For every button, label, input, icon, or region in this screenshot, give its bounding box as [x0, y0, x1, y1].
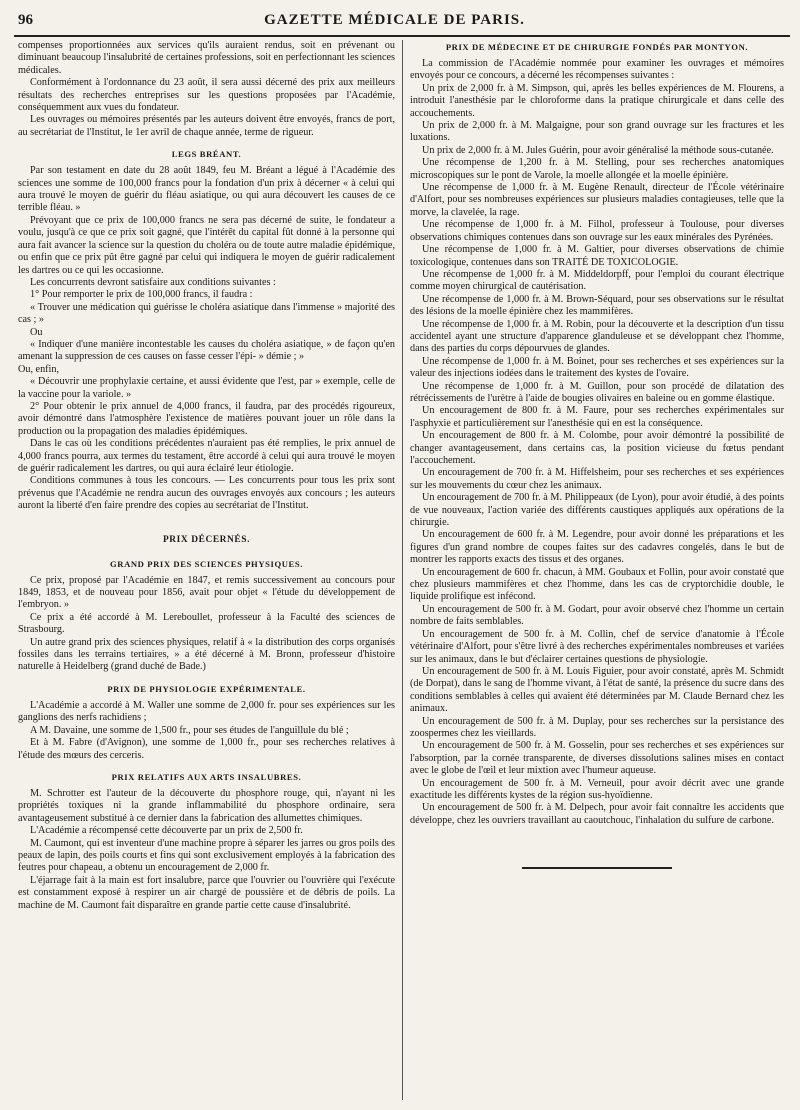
insalubres-paragraph: L'éjarrage fait à la main est fort insalubre, parce que l'ouvrier ou l'ouvrière qui l'exécute est constamment exposé à respirer un air chargé de poussière et de débris de poils. La machine de M. Caumont fait disparaître en grande partie cette cause d'insalubrité. [18, 874, 395, 911]
section-title-arts-insalubres: PRIX RELATIFS AUX ARTS INSALUBRES. [111, 771, 302, 782]
intro-paragraph: compenses proportionnées aux services qu'ils auraient rendus, soit en prévenant ou diminuant beaucoup l'insalubrité de certaines professions, soit en perfectionnant les sciences médicales. [18, 40, 395, 76]
montyon-paragraph: Une récompense de 1,000 fr. à M. Eugène Renault, directeur de l'École vétérinaire d'Alfort, pour ses nombreuses expériences sur plusieurs maladies contagieuses, telle que la morve, la clavelée, la rage. [410, 182, 784, 218]
physiologie-paragraph: L'Académie a accordé à M. Waller une somme de 2,000 fr. pour ses expériences sur les ganglions des nerfs rachidiens ; [18, 699, 395, 724]
montyon-paragraph: Un encouragement de 500 fr. à M. Gosselin, pour ses recherches et ses expériences sur l'absorption, par la cornée transparente, de diverses dissolutions salines mises en contact avec le globe de l'œil et leur mixtion avec l'humeur aqueuse. [410, 740, 784, 777]
montyon-paragraph: Un prix de 2,000 fr. à M. Jules Guérin, pour avoir généralisé la méthode sous-cutanée. [422, 144, 774, 156]
montyon-paragraph: La commission de l'Académie nommée pour examiner les ouvrages et mémoires envoyés pour ce concours, a décerné les récompenses suivantes : [410, 58, 784, 82]
end-rule [522, 867, 672, 869]
insalubres-paragraph: M. Schrotter est l'auteur de la découverte du phosphore rouge, qui, n'ayant ni les propriétés toxiques ni la grande inflammabilité du phosphore ordinaire, sera avantageusement substitué à ce dernier dans la fabrication des allumettes chimiques. [18, 787, 395, 824]
montyon-paragraph: Un encouragement de 500 fr. à M. Verneuil, pour avoir décrit avec une grande exactitude les différents kystes de la région sus-hyoïdienne. [410, 777, 784, 801]
newspaper-page [14, 10, 790, 1104]
breant-quote: « Indiquer d'une manière incontestable les causes du choléra asiatique, » de façon qu'en amenant la suppression de ces causes on fasse cesser l'épi- » démie ; » [18, 338, 395, 363]
montyon-paragraph: Une récompense de 1,000 fr. à M. Galtier, pour diverses observations de chimie toxicologique, contenues dans son TRAITÉ DE TOXICOLOGIE. [410, 244, 784, 268]
breant-paragraph: Les concurrents devront satisfaire aux conditions suivantes : [30, 276, 276, 288]
montyon-paragraph: Une récompense de 1,000 fr. à M. Guillon, pour son procédé de dilatation des rétrécissements de l'urètre à l'aide de bougies olivaires en baleine ou en gomme élastique. [410, 380, 784, 404]
montyon-paragraph: Un encouragement de 500 fr. à M. Godart, pour avoir observé chez l'homme un certain nombre de faits semblables. [410, 603, 784, 628]
montyon-paragraph: Un encouragement de 500 fr. à M. Louis Figuier, pour avoir constaté, après M. Schmidt (de Dorpat), dans le sang de l'homme vivant, à l'état de santé, la présence du sucre dans des conditions semblables à celles qui avaient été déterminées par M. Claude Bernard chez les animaux. [410, 665, 784, 715]
montyon-paragraph: Une récompense de 1,000 fr. à M. Filhol, professeur à Toulouse, pour diverses observations chimiques contenues dans son ouvrage sur les eaux minérales des Pyrénées. [410, 219, 784, 243]
montyon-paragraph: Une récompense de 1,000 fr. à M. Robin, pour la découverte et la description d'un tissu accidentel ayant une structure d'apparence glanduleuse et se développant chez l'homme, dans des parties du corps dépourvues de glandes. [410, 318, 784, 355]
section-title-prix-decernes: PRIX DÉCERNÉS. [162, 534, 251, 545]
montyon-paragraph: Un encouragement de 800 fr. à M. Colombe, pour avoir démontré la possibilité de changer avantageusement, dans certains cas, la position vicieuse du fœtus pendant l'accouchement. [410, 430, 784, 466]
breant-paragraph: Conditions communes à tous les concours. — Les concurrents pour tous les prix sont prévenus que l'Académie ne rendra aucun des ouvrages envoyés aux concours ; les auteurs auront la liberté d'en faire prendre des copies au secrétariat de l'Institut. [18, 475, 395, 512]
montyon-paragraph: Une récompense de 1,000 fr. à M. Brown-Séquard, pour ses observations sur le résultat des lésions de la moelle épinière chez les mammifères. [410, 293, 784, 318]
insalubres-paragraph: M. Caumont, qui est inventeur d'une machine propre à séparer les jarres ou gros poils des peaux de lapin, des poils courts et fins qui sont exclusivement employés à la fabrication des feutres pour chapeau, a obtenu un encouragement de 2,000 fr. [18, 837, 395, 874]
montyon-paragraph: Un encouragement de 500 fr. à M. Delpech, pour avoir fait connaître les accidents que développe, chez les ouvriers travaillant au caoutchouc, l'inhalation du sulfure de carbone. [410, 802, 784, 826]
intro-paragraph: Les ouvrages ou mémoires présentés par les auteurs doivent être envoyés, francs de port, au secrétariat de l'Institut, le 1er avril de chaque année, terme de rigueur. [18, 114, 395, 138]
montyon-paragraph: Un prix de 2,000 fr. à M. Malgaigne, pour son grand ouvrage sur les fractures et les luxations. [410, 120, 784, 144]
grand-prix-paragraph: Un autre grand prix des sciences physiques, relatif à « la distribution des corps organisés fossiles dans les terrains tertiaires, » a été décerné à M. Bronn, professeur d'histoire naturelle à Heidelberg (grand duché de Bade.) [18, 636, 395, 673]
montyon-paragraph: Un encouragement de 700 fr. à M. Philippeaux (de Lyon), pour avoir étudié, à des points de vue nouveaux, l'action variée des différents caustiques appliqués aux opérations de la chirurgie. [410, 492, 784, 529]
section-title-grand-prix: GRAND PRIX DES SCIENCES PHYSIQUES. [109, 558, 304, 569]
montyon-paragraph: Un encouragement de 500 fr. à M. Duplay, pour ses recherches sur la persistance des zoospermes chez les vieillards. [410, 715, 784, 739]
insalubres-paragraph: L'Académie a récompensé cette découverte par un prix de 2,500 fr. [30, 825, 303, 837]
breant-paragraph: Dans le cas où les conditions précédentes n'auraient pas été remplies, le prix annuel de 4,000 francs pourra, aux termes du testament, être accordé à celui qui aura trouvé le moyen de guérir radicalement les dartres, ou qui aura éclairé leur étiologie. [18, 438, 395, 474]
breant-paragraph: Par son testament en date du 28 août 1849, feu M. Bréant a légué à l'Académie des sciences une somme de 100,000 francs pour la fondation d'un prix à décerner « à celui qui aura trouvé le moyen de guérir du fléau asiatique, ou qui aura découvert les causes de ce terrible fléau. » [18, 165, 395, 214]
montyon-paragraph: Une récompense de 1,000 fr. à M. Boinet, pour ses recherches et ses expériences sur la valeur des injections iodées dans le traitement des kystes de l'ovaire. [410, 355, 784, 380]
section-title-legs-breant: LEGS BRÉANT. [171, 149, 242, 160]
breant-quote: Ou, enfin, [18, 363, 60, 375]
grand-prix-paragraph: Ce prix a été accordé à M. Lereboullet, professeur à la Faculté des sciences de Strasbourg. [18, 611, 395, 636]
section-title-physiologie: PRIX DE PHYSIOLOGIE EXPÉRIMENTALE. [107, 683, 306, 694]
physiologie-paragraph: Et à M. Fabre (d'Avignon), une somme de 1,000 fr., pour ses recherches relatives à l'étude des mœurs des cerceris. [18, 737, 395, 761]
montyon-paragraph: Un encouragement de 700 fr. à M. Hiffelsheim, pour ses recherches et ses expériences sur les mouvements du cœur chez les animaux. [410, 467, 784, 491]
page-header [14, 10, 790, 37]
journal-title: GAZETTE MÉDICALE DE PARIS. [264, 12, 525, 28]
breant-paragraph: 1° Pour remporter le prix de 100,000 francs, il faudra : [30, 289, 253, 301]
breant-quote: Ou [30, 326, 43, 338]
grand-prix-paragraph: Ce prix, proposé par l'Académie en 1847, et remis successivement au concours pour 1849, 1853, et de nouveau pour 1856, avait pour objet « l'étude du développement de l'embryon. » [18, 574, 395, 611]
right-column [410, 40, 784, 1104]
montyon-paragraph: Une récompense de 1,200 fr. à M. Stelling, pour ses recherches anatomiques microscopiques sur le pont de Varole, la moelle allongée et la moelle épinière. [410, 157, 784, 181]
breant-quote: « Trouver une médication qui guérisse le choléra asiatique dans l'immense » majorité des cas ; » [18, 301, 395, 326]
physiologie-paragraph: A M. Davaine, une somme de 1,500 fr., pour ses études de l'anguillule du blé ; [30, 724, 349, 736]
montyon-paragraphs [410, 58, 784, 827]
montyon-paragraph: Un prix de 2,000 fr. à M. Simpson, qui, après les belles expériences de M. Flourens, a introduit l'anesthésie par le chloroforme dans la pratique chirurgicale et dans celle des accouchements. [410, 82, 784, 119]
intro-paragraph: Conformément à l'ordonnance du 23 août, il sera aussi décerné des prix aux meilleurs résultats des recherches entreprises sur les questions proposées par l'Académie, conséquemment aux vues du fondateur. [18, 77, 395, 114]
breant-quote: « Découvrir une prophylaxie certaine, et aussi évidente que l'est, par » exemple, celle de la vaccine pour la variole. » [18, 376, 395, 400]
breant-paragraph: Prévoyant que ce prix de 100,000 francs ne sera pas décerné de suite, le fondateur a voulu, jusqu'à ce que ce prix soit gagné, que l'intérêt du capital fût donné à la personne qui aura fait avancer la science sur la question du choléra ou de toute autre maladie épidémique, ou enfin que ce prix pût être gagné par celui qui indiquera le moyen de guérir radicalement les dartres ou ce qui les occasionne. [18, 214, 395, 276]
montyon-paragraph: Un encouragement de 800 fr. à M. Faure, pour ses recherches expérimentales sur l'asphyxie et particulièrement sur l'anesthésie qui en est la conséquence. [410, 405, 784, 429]
montyon-paragraph: Un encouragement de 500 fr. à M. Collin, chef de service d'anatomie à l'École vétérinaire d'Alfort, pour s'être livré à des recherches expérimentales nombreuses et variées sur les animaux, dans le but d'éclairer certaines questions de physiologie. [410, 628, 784, 665]
left-column [18, 40, 395, 1104]
page-number: 96 [18, 12, 33, 28]
section-title-montyon: PRIX DE MÉDECINE ET DE CHIRURGIE FONDÉS PAR MONTYON. [445, 42, 749, 52]
montyon-paragraph: Un encouragement de 600 fr. à M. Legendre, pour avoir donné les préparations et les figures d'un grand nombre de coupes faites sur des cadavres congelés, dans le but de montrer les rapports exacts des tissus et des organes. [410, 529, 784, 566]
columns [14, 40, 790, 1104]
montyon-paragraph: Une récompense de 1,000 fr. à M. Middeldorpff, pour l'emploi du courant électrique comme moyen chirurgical de cautérisation. [410, 268, 784, 293]
montyon-paragraph: Un encouragement de 600 fr. chacun, à MM. Goubaux et Follin, pour avoir constaté que chez plusieurs mammifères et chez l'homme, dans les cas de cryptorchidie double, le liquide prolifique est infécond. [410, 566, 784, 603]
breant-paragraph: 2° Pour obtenir le prix annuel de 4,000 francs, il faudra, par des procédés rigoureux, avoir démontré dans l'atmosphère l'existence de matières pouvant jouer un rôle dans la production ou la propagation des maladies épidémiques. [18, 400, 395, 437]
